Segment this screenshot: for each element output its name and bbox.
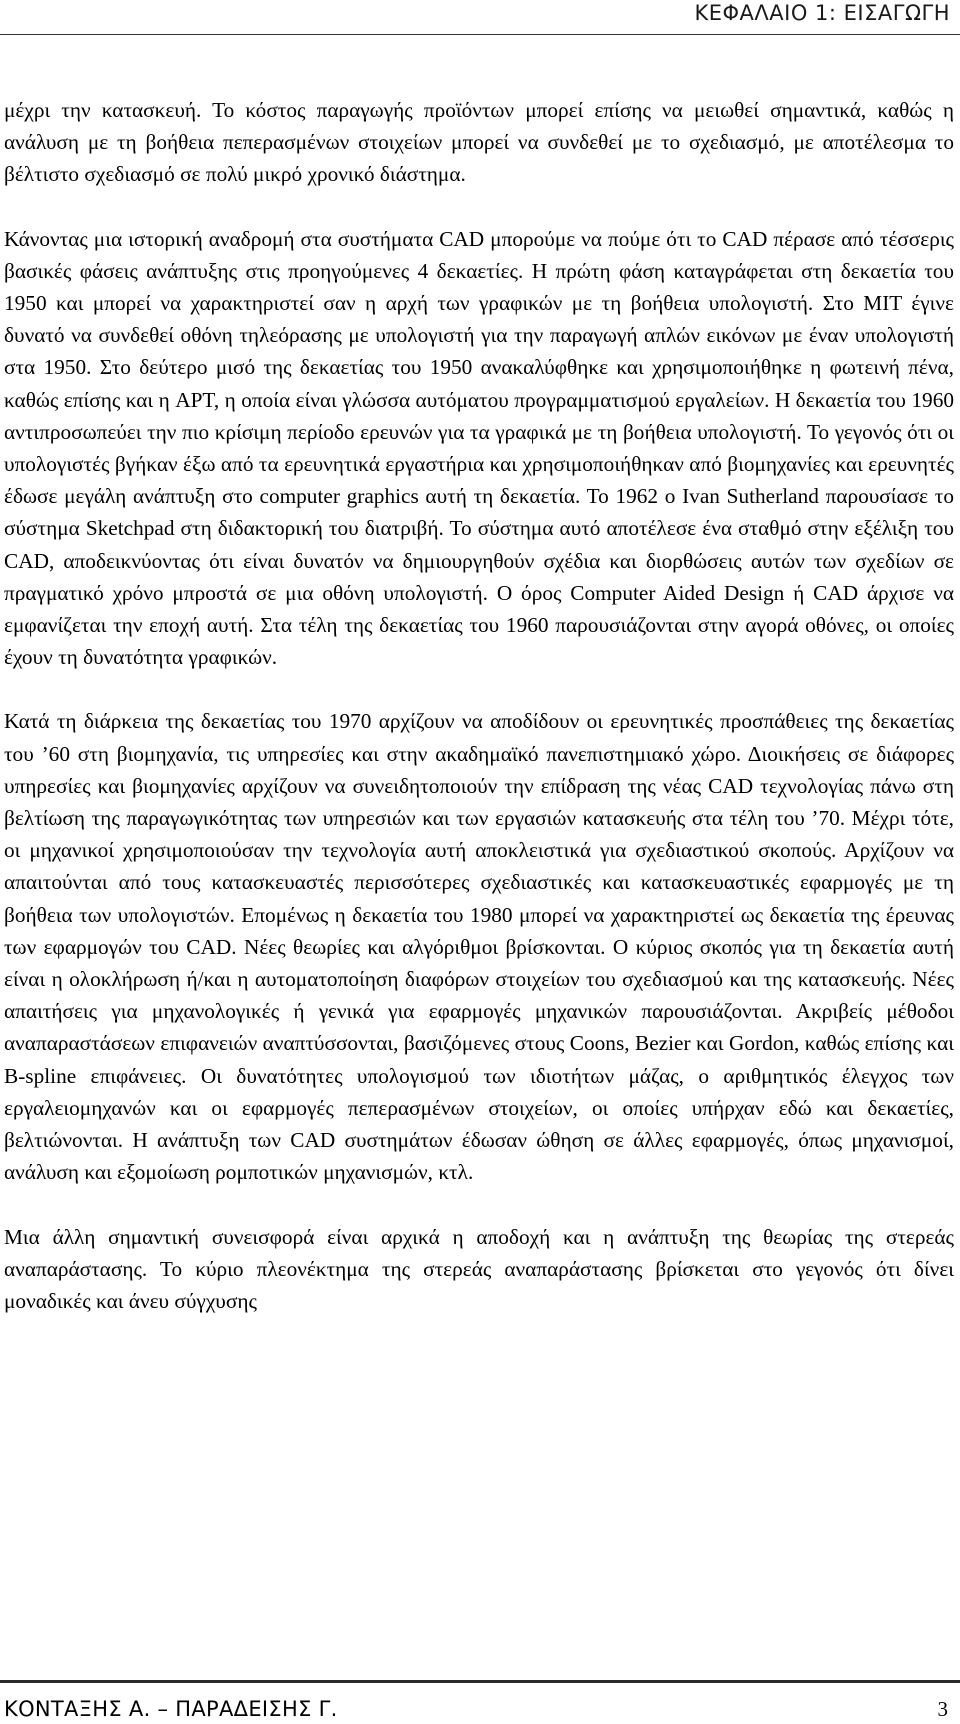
paragraph: Κατά τη διάρκεια της δεκαετίας του 1970 αρχίζουν να αποδίδουν οι ερευνητικές προσπάθειες της δεκαετίας του ’60 στη βιομηχανία, τις υπηρεσίες και στην ακαδημαϊκό πανεπιστημιακό χώρο. Διοικήσεις σε διάφορες υπηρεσίες και βιομηχανίες αρχίζουν να συνειδητοποιούν την επίδραση της νέας CAD τεχνολογίας πάνω στη βελτίωση της παραγωγικότητας των υπηρεσιών και των εργασιών κατασκευής στα τέλη του ’70. Μέχρι τότε, οι μηχανικοί χρησιμοποιούσαν την τεχνολογία αυτή αποκλειστικά για σχεδιαστικού σκοπούς. Αρχίζουν να απαιτούνται από τους κατασκευαστές περισσότερες σχεδιαστικές και κατασκευαστικές εφαρμογές με τη βοήθεια των υπολογιστών. Επομένως η δεκαετία του 1980 μπορεί να χαρακτηριστεί ως δεκαετία της έρευνας των εφαρμογών του CAD. Νέες θεωρίες και αλγόριθμοι βρίσκονται. Ο κύριος σκοπός για τη δεκαετία αυτή είναι η ολοκλήρωση ή/και η αυτοματοποίηση διαφόρων στοιχείων του σχεδιασμού και της κατασκευής. Νέες απαιτήσεις για μηχανολογικές ή γενικά για εφαρμογές μηχανικών παρουσιάζονται. Ακριβείς μέθοδοι αναπαραστάσεων επιφανειών αναπτύσσονται, βασιζόμενες στους Coons, Bezier και Gordon, καθώς επίσης και B-spline επιφάνειες. Οι δυνατότητες υπολογισμού των ιδιοτήτων μάζας, ο αριθμητικός έλεγχος των εργαλειομηχανών και οι εφαρμογές πεπερασμένων στοιχείων, οι οποίες υπήρχαν εδώ και δεκαετίες, βελτιώνονται. Η ανάπτυξη των CAD συστημάτων έδωσαν ώθηση σε άλλες εφαρμογές, όπως μηχανισμοί, ανάλυση και εξομοίωση ρομποτικών μηχανισμών, κτλ. — [4, 709, 954, 1185]
page-header — [0, 0, 960, 38]
page-footer — [0, 1680, 960, 1724]
chapter-title: ΚΕΦΑΛΑΙΟ 1: ΕΙΣΑΓΩΓΗ — [694, 1, 950, 25]
header-divider — [0, 34, 960, 35]
paragraph: Μια άλλη σημαντική συνεισφορά είναι αρχικά η αποδοχή και η ανάπτυξη της θεωρίας της στερεάς αναπαράστασης. Το κύριο πλεονέκτημα της στερεάς αναπαράστασης βρίσκεται στο γεγονός ότι δίνει μοναδικές και άνευ σύγχυσης — [4, 1224, 954, 1313]
paragraph: μέχρι την κατασκευή. Το κόστος παραγωγής προϊόντων μπορεί επίσης να μειωθεί σημαντικά, καθώς η ανάλυση με τη βοήθεια πεπερασμένων στοιχείων μπορεί να συνδεθεί με το σχεδιασμό, με αποτέλεσμα το βέλτιστο σχεδιασμό σε πολύ μικρό χρονικό διάστημα. — [4, 98, 954, 187]
page-number: 3 — [937, 1697, 948, 1721]
footer-authors: ΚΟΝΤΑΞΗΣ Α. – ΠΑΡΑΔΕΙΣΗΣ Γ. — [4, 1697, 338, 1721]
paragraph: Κάνοντας μια ιστορική αναδρομή στα συστήματα CAD μπορούμε να πούμε ότι το CAD πέρασε από τέσσερις βασικές φάσεις ανάπτυξης στις προηγούμενες 4 δεκαετίες. Η πρώτη φάση καταγράφεται στη δεκαετία του 1950 και μπορεί να χαρακτηριστεί σαν η αρχή των γραφικών με τη βοήθεια υπολογιστή. Στο MIT έγινε δυνατό να συνδεθεί οθόνη τηλεόρασης με υπολογιστή για την παραγωγή απλών εικόνων με έναν υπολογιστή στα 1950. Στο δεύτερο μισό της δεκαετίας του 1950 ανακαλύφθηκε και χρησιμοποιήθηκε η φωτεινή πένα, καθώς επίσης και η APT, η οποία είναι γλώσσα αυτόματου προγραμματισμού εργαλείων. Η δεκαετία του 1960 αντιπροσωπεύει την πιο κρίσιμη περίοδο ερευνών για τα γραφικά με τη βοήθεια υπολογιστή. Το γεγονός ότι οι υπολογιστές βγήκαν έξω από τα ερευνητικά εργαστήρια και χρησιμοποιήθηκαν από βιομηχανίες και ερευνητές έδωσε μεγάλη ανάπτυξη στο computer graphics αυτή τη δεκαετία. Το 1962 ο Ivan Sutherland παρουσίασε το σύστημα Sketchpad στη διδακτορική του διατριβή. Το σύστημα αυτό αποτέλεσε ένα σταθμό στην εξέλιξη του CAD, αποδεικνύοντας ότι είναι δυνατόν να δημιουργηθούν σχέδια και διορθώσεις αυτών των σχεδίων σε πραγματικό χρόνο μπροστά σε μια οθόνη υπολογιστή. Ο όρος Computer Aided Design ή CAD άρχισε να εμφανίζεται την εποχή αυτή. Στα τέλη της δεκαετίας του 1960 παρουσιάζονται στην αγορά οθόνες, οι οποίες έχουν τη δυνατότητα γραφικών. — [4, 226, 954, 670]
footer-divider — [0, 1680, 960, 1683]
body-text — [4, 94, 954, 1317]
